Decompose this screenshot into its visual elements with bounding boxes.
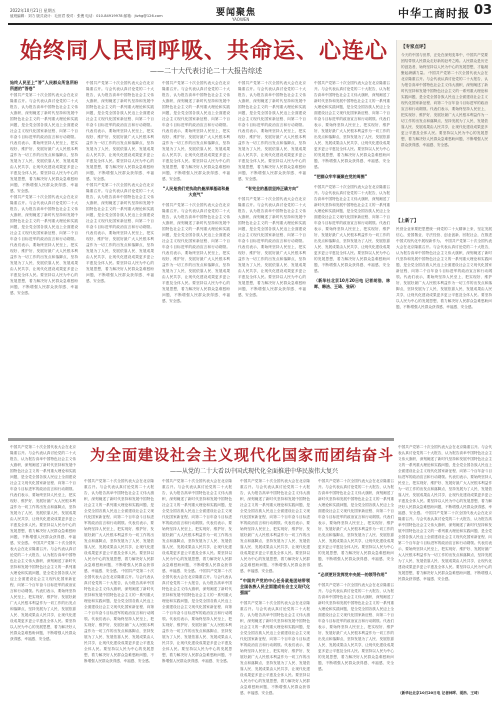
sidebar-text [401, 52, 488, 192]
article2-column-text: 中国共产党第二十次全国代表大会在北京隆重召开。与会代表认真讨论党的二十大报告，认为报告高举中国特色社会主义伟大旗帜，深刻阐述了新时代坚持和发展中国特色社会主义的一系列重大理论和实践问题，是全党全国各族人民迈上全面建设社会主义现代化国家新征程、向第二个百年奋斗目标进军的政治宣言和行动纲领。代表们表示，要始终坚持人民至上，把实现好、维护好、发展好最广大人民根本利益作为一切工作的出发点和落脚点，坚持发展为了人民、发展依靠人民、发展成果由人民共享，让现代化建设成果更多更公平惠及全体人民。要坚持以人民为中心的发展思想，着力解决好人民群众急难愁盼问题，不断增强人民群众获得感、幸福感、安全感。 [162, 569, 232, 663]
paper-name: 中华工商时报 [398, 7, 470, 20]
article2-subtitle-a: “中国共产党的中心任务就是团结带领全国各族人民全面建成社会主义现代化强国” [240, 578, 310, 595]
masthead-rule [8, 23, 492, 25]
article2-column-3 [240, 478, 310, 702]
section-divider [8, 438, 394, 441]
publication-date: 2022年10月21日 星期五 [10, 8, 56, 13]
sidebar-text-body: 中国共产党第二十次全国代表大会在北京隆重召开。与会代表认真讨论党的二十大报告，认为报告高举中国特色社会主义伟大旗帜，深刻阐述了新时代坚持和发展中国特色社会主义的一系列重大理论和实践问题，是全党全国各族人民迈上全面建设社会主义现代化国家新征程、向第二个百年奋斗目标进军的政治宣言和行动纲领。代表们表示，要始终坚持人民至上，把实现好、维护好、发展好最广大人民根本利益作为一切工作的出发点和落脚点，坚持发展为了人民、发展依靠人民、发展成果由人民共享，让现代化建设成果更多更公平惠及全体人民。要坚持以人民为中心的发展思想，着力解决好人民群众急难愁盼问题，不断增强人民群众获得感、幸福感、安全感。 [401, 71, 488, 147]
article2-left-text-more: 中国共产党第二十次全国代表大会在北京隆重召开。与会代表认真讨论党的二十大报告，认为报告高举中国特色社会主义伟大旗帜，深刻阐述了新时代坚持和发展中国特色社会主义的一系列重大理论和实践问题，是全党全国各族人民迈上全面建设社会主义现代化国家新征程、向第二个百年奋斗目标进军的政治宣言和行动纲领。代表们表示，要始终坚持人民至上，把实现好、维护好、发展好最广大人民根本利益作为一切工作的出发点和落脚点，坚持发展为了人民、发展依靠人民、发展成果由人民共享，让现代化建设成果更多更公平惠及全体人民。要坚持以人民为中心的发展思想，着力解决好人民群众急难愁盼问题，不断增强人民群众获得感、幸福感、安全感。 [10, 541, 76, 641]
article1-subhead: ——二十大代表讨论二十大报告综述 [150, 67, 262, 75]
article2-left-column [10, 444, 76, 702]
article2-column-2 [162, 478, 232, 702]
article2-column-1 [84, 478, 154, 702]
article1-column-text: 中国共产党第二十次全国代表大会在北京隆重召开。与会代表认真讨论党的二十大报告，认为报告高举中国特色社会主义伟大旗帜，深刻阐述了新时代坚持和发展中国特色社会主义的一系列重大理论和实践问题，是全党全国各族人民迈上全面建设社会主义现代化国家新征程、向第二个百年奋斗目标进军的政治宣言和行动纲领。代表们表示，要始终坚持人民至上，把实现好、维护好、发展好最广大人民根本利益作为一切工作的出发点和落脚点，坚持发展为了人民、发展依靠人民、发展成果由人民共享，让现代化建设成果更多更公平惠及全体人民。要坚持以人民为中心的发展思想，着力解决好人民群众急难愁盼问题，不断增强人民群众获得感、幸福感、安全感。 [86, 81, 154, 181]
article1-credit: （新华社北京10月20日电 记者胡浩、林晖、韩洁、王琦、张研） [314, 278, 390, 289]
new-release-sidebar [396, 218, 492, 428]
article2-column-text: 中国共产党第二十次全国代表大会在北京隆重召开。与会代表认真讨论党的二十大报告，认为报告高举中国特色社会主义伟大旗帜，深刻阐述了新时代坚持和发展中国特色社会主义的一系列重大理论和实践问题，是全党全国各族人民迈上全面建设社会主义现代化国家新征程、向第二个百年奋斗目标进军的政治宣言和行动纲领。代表们表示，要始终坚持人民至上，把实现好、维护好、发展好最广大人民根本利益作为一切工作的出发点和落脚点，坚持发展为了人民、发展依靠人民、发展成果由人民共享，让现代化建设成果更多更公平惠及全体人民。要坚持以人民为中心的发展思想，着力解决好人民群众急难愁盼问题，不断增强人民群众获得感、幸福感、安全感。 [240, 479, 310, 573]
article1-column-text: 中国共产党第二十次全国代表大会在北京隆重召开。与会代表认真讨论党的二十大报告，认为报告高举中国特色社会主义伟大旗帜，深刻阐述了新时代坚持和发展中国特色社会主义的一系列重大理论和实践问题，是全党全国各族人民迈上全面建设社会主义现代化国家新征程、向第二个百年奋斗目标进军的政治宣言和行动纲领。代表们表示，要始终坚持人民至上，把实现好、维护好、发展好最广大人民根本利益作为一切工作的出发点和落脚点，坚持发展为了人民、发展依靠人民、发展成果由人民共享，让现代化建设成果更多更公平惠及全体人民。要坚持以人民为中心的发展思想，着力解决好人民群众急难愁盼问题，不断增强人民群众获得感、幸福感、安全感。 [238, 81, 306, 181]
article2-column-text: 中国共产党第二十次全国代表大会在北京隆重召开。与会代表认真讨论党的二十大报告，认为报告高举中国特色社会主义伟大旗帜，深刻阐述了新时代坚持和发展中国特色社会主义的一系列重大理论和实践问题，是全党全国各族人民迈上全面建设社会主义现代化国家新征程、向第二个百年奋斗目标进军的政治宣言和行动纲领。代表们表示，要始终坚持人民至上，把实现好、维护好、发展好最广大人民根本利益作为一切工作的出发点和落脚点，坚持发展为了人民、发展依靠人民、发展成果由人民共享，让现代化建设成果更多更公平惠及全体人民。要坚持以人民为中心的发展思想，着力解决好人民群众急难愁盼问题，不断增强人民群众获得感、幸福感、安全感。 [84, 569, 154, 663]
article2-headline: 为全面建设社会主义现代化国家而团结奋斗 [90, 446, 395, 464]
article1-subtitle-b: “人民是我们党执政的最深厚基础和最大底气” [162, 186, 230, 197]
article2-column-text: 中国共产党第二十次全国代表大会在北京隆重召开。与会代表认真讨论党的二十大报告，认为报告高举中国特色社会主义伟大旗帜，深刻阐述了新时代坚持和发展中国特色社会主义的一系列重大理论和实践问题，是全党全国各族人民迈上全面建设社会主义现代化国家新征程、向第二个百年奋斗目标进军的政治宣言和行动纲领。代表们表示，要始终坚持人民至上，把实现好、维护好、发展好最广大人民根本利益作为一切工作的出发点和落脚点，坚持发展为了人民、发展依靠人民、发展成果由人民共享，让现代化建设成果更多更公平惠及全体人民。要坚持以人民为中心的发展思想，着力解决好人民群众急难愁盼问题，不断增强人民群众获得感、幸福感、安全感。 [318, 583, 394, 671]
article2-right-text-more: 中国共产党第二十次全国代表大会在北京隆重召开。与会代表认真讨论党的二十大报告，认为报告高举中国特色社会主义伟大旗帜，深刻阐述了新时代坚持和发展中国特色社会主义的一系列重大理论和实践问题，是全党全国各族人民迈上全面建设社会主义现代化国家新征程、向第二个百年奋斗目标进军的政治宣言和行动纲领。代表们表示，要始终坚持人民至上，把实现好、维护好、发展好最广大人民根本利益作为一切工作的出发点和落脚点，坚持发展为了人民、发展依靠人民、发展成果由人民共享，让现代化建设成果更多更公平惠及全体人民。要坚持以人民为中心的发展思想，着力解决好人民群众急难愁盼问题，不断增强人民群众获得感、幸福感、安全感。 [398, 511, 492, 581]
article2-subtitle-b: “必须更好发挥党中央统一的领导作用” [318, 572, 388, 577]
article1-column-text: 中国共产党第二十次全国代表大会在北京隆重召开。与会代表认真讨论党的二十大报告，认为报告高举中国特色社会主义伟大旗帜，深刻阐述了新时代坚持和发展中国特色社会主义的一系列重大理论和实践问题，是全党全国各族人民迈上全面建设社会主义现代化国家新征程、向第二个百年奋斗目标进军的政治宣言和行动纲领。代表们表示，要始终坚持人民至上，把实现好、维护好、发展好最广大人民根本利益作为一切工作的出发点和落脚点，坚持发展为了人民、发展依靠人民、发展成果由人民共享，让现代化建设成果更多更公平惠及全体人民。要坚持以人民为中心的发展思想，着力解决好人民群众急难愁盼问题，不断增强人民群众获得感、幸福感、安全感。 [10, 93, 78, 193]
article2-column-4 [318, 478, 394, 702]
article2-column-text: 中国共产党第二十次全国代表大会在北京隆重召开。与会代表认真讨论党的二十大报告，认为报告高举中国特色社会主义伟大旗帜，深刻阐述了新时代坚持和发展中国特色社会主义的一系列重大理论和实践问题，是全党全国各族人民迈上全面建设社会主义现代化国家新征程、向第二个百年奋斗目标进军的政治宣言和行动纲领。代表们表示，要始终坚持人民至上，把实现好、维护好、发展好最广大人民根本利益作为一切工作的出发点和落脚点，坚持发展为了人民、发展依靠人民、发展成果由人民共享，让现代化建设成果更多更公平惠及全体人民。要坚持以人民为中心的发展思想，着力解决好人民群众急难愁盼问题，不断增强人民群众获得感、幸福感、安全感。 [162, 479, 232, 573]
article1-column-2 [86, 80, 154, 438]
article2-subhead: ——从党的二十大看以中国式现代化全面推进中华民族伟大复兴 [170, 468, 339, 475]
article1-column-text: 中国共产党第二十次全国代表大会在北京隆重召开。与会代表认真讨论党的二十大报告，认为报告高举中国特色社会主义伟大旗帜，深刻阐述了新时代坚持和发展中国特色社会主义的一系列重大理论和实践问题，是全党全国各族人民迈上全面建设社会主义现代化国家新征程、向第二个百年奋斗目标进军的政治宣言和行动纲领。代表们表示，要始终坚持人民至上，把实现好、维护好、发展好最广大人民根本利益作为一切工作的出发点和落脚点，坚持发展为了人民、发展依靠人民、发展成果由人民共享，让现代化建设成果更多更公平惠及全体人民。要坚持以人民为中心的发展思想，着力解决好人民群众急难愁盼问题，不断增强人民群众获得感、幸福感、安全感。 [162, 81, 230, 181]
article1-column-1 [10, 80, 78, 438]
article1-column-3 [162, 80, 230, 438]
article1-subtitle-c: “有完全的基层坚持正确方向” [245, 186, 299, 191]
article2-credit: （新华社北京10月20日电 记者林晖、胡浩、王琦） [398, 691, 482, 695]
sidebar2-text [396, 226, 492, 426]
article1-column-text: 中国共产党第二十次全国代表大会在北京隆重召开。与会代表认真讨论党的二十大报告，认为报告高举中国特色社会主义伟大旗帜，深刻阐述了新时代坚持和发展中国特色社会主义的一系列重大理论和实践问题，是全党全国各族人民迈上全面建设社会主义现代化国家新征程、向第二个百年奋斗目标进军的政治宣言和行动纲领。代表们表示，要始终坚持人民至上，把实现好、维护好、发展好最广大人民根本利益作为一切工作的出发点和落脚点，坚持发展为了人民、发展依靠人民、发展成果由人民共享，让现代化建设成果更多更公平惠及全体人民。要坚持以人民为中心的发展思想，着力解决好人民群众急难愁盼问题，不断增强人民群众获得感、幸福感、安全感。 [238, 197, 306, 297]
sidebar2-text-content: 民营企业家要把思想统一到党的二十大精神上来，坚定发展信心，爱国敬业、守法经营、创业创新、回报社会，在推进中国式现代化中展现新作为。 [396, 227, 492, 243]
article1-column-text: 中国共产党第二十次全国代表大会在北京隆重召开。与会代表认真讨论党的二十大报告，认为报告高举中国特色社会主义伟大旗帜，深刻阐述了新时代坚持和发展中国特色社会主义的一系列重大理论和实践问题，是全党全国各族人民迈上全面建设社会主义现代化国家新征程、向第二个百年奋斗目标进军的政治宣言和行动纲领。代表们表示，要始终坚持人民至上，把实现好、维护好、发展好最广大人民根本利益作为一切工作的出发点和落脚点，坚持发展为了人民、发展依靠人民、发展成果由人民共享，让现代化建设成果更多更公平惠及全体人民。要坚持以人民为中心的发展思想，着力解决好人民群众急难愁盼问题，不断增强人民群众获得感、幸福感、安全感。 [314, 81, 390, 169]
article2-column-text: 中国共产党第二十次全国代表大会在北京隆重召开。与会代表认真讨论党的二十大报告，认为报告高举中国特色社会主义伟大旗帜，深刻阐述了新时代坚持和发展中国特色社会主义的一系列重大理论和实践问题，是全党全国各族人民迈上全面建设社会主义现代化国家新征程、向第二个百年奋斗目标进军的政治宣言和行动纲领。代表们表示，要始终坚持人民至上，把实现好、维护好、发展好最广大人民根本利益作为一切工作的出发点和落脚点，坚持发展为了人民、发展依靠人民、发展成果由人民共享，让现代化建设成果更多更公平惠及全体人民。要坚持以人民为中心的发展思想，着力解决好人民群众急难愁盼问题，不断增强人民群众获得感、幸福感、安全感。 [318, 479, 394, 567]
article1-column-5 [314, 80, 390, 438]
sidebar2-title: 【上新了】 [396, 219, 419, 224]
sidebar-text-content: 今天的中国与世界，正处在深刻变革中，中国共产党要团结带领人民群众走好新的赶考之路。人民群众是历史的创造者，始终坚持以人民为中心的发展思想，才能凝聚起磅礴力量。 [401, 53, 488, 75]
editor-info: 值班编辑：刘力 版式设计：毛世君 校对：张俊 电话：010-84919978 邮箱：jtzhg@126.com [10, 14, 163, 18]
article1-column-4 [238, 80, 306, 438]
section-pinyin: YAOWEN [232, 17, 250, 22]
sidebar2-text-body: 中国共产党第二十次全国代表大会在北京隆重召开。与会代表认真讨论党的二十大报告，认为报告高举中国特色社会主义伟大旗帜，深刻阐述了新时代坚持和发展中国特色社会主义的一系列重大理论和实践问题，是全党全国各族人民迈上全面建设社会主义现代化国家新征程、向第二个百年奋斗目标进军的政治宣言和行动纲领。代表们表示，要始终坚持人民至上，把实现好、维护好、发展好最广大人民根本利益作为一切工作的出发点和落脚点，坚持发展为了人民、发展依靠人民、发展成果由人民共享，让现代化建设成果更多更公平惠及全体人民。要坚持以人民为中心的发展思想，着力解决好人民群众急难愁盼问题，不断增强人民群众获得感、幸福感、安全感。 [396, 239, 492, 309]
sidebar-title: 【专家点评】 [401, 45, 428, 50]
section-name: 要闻聚焦 [216, 8, 257, 18]
article2-body [84, 478, 394, 702]
article2-right-text: 中国共产党第二十次全国代表大会在北京隆重召开。与会代表认真讨论党的二十大报告，认为报告高举中国特色社会主义伟大旗帜，深刻阐述了新时代坚持和发展中国特色社会主义的一系列重大理论和实践问题，是全党全国各族人民迈上全面建设社会主义现代化国家新征程、向第二个百年奋斗目标进军的政治宣言和行动纲领。代表们表示，要始终坚持人民至上，把实现好、维护好、发展好最广大人民根本利益作为一切工作的出发点和落脚点，坚持发展为了人民、发展依靠人民、发展成果由人民共享，让现代化建设成果更多更公平惠及全体人民。要坚持以人民为中心的发展思想，着力解决好人民群众急难愁盼问题，不断增强人民群众获得感、幸福感、安全感。 [398, 445, 492, 515]
article1-body [10, 80, 392, 438]
article1-column-text: 中国共产党第二十次全国代表大会在北京隆重召开。与会代表认真讨论党的二十大报告，认为报告高举中国特色社会主义伟大旗帜，深刻阐述了新时代坚持和发展中国特色社会主义的一系列重大理论和实践问题，是全党全国各族人民迈上全面建设社会主义现代化国家新征程、向第二个百年奋斗目标进军的政治宣言和行动纲领。代表们表示，要始终坚持人民至上，把实现好、维护好、发展好最广大人民根本利益作为一切工作的出发点和落脚点，坚持发展为了人民、发展依靠人民、发展成果由人民共享，让现代化建设成果更多更公平惠及全体人民。要坚持以人民为中心的发展思想，着力解决好人民群众急难愁盼问题，不断增强人民群众获得感、幸福感、安全感。 [162, 203, 230, 303]
article1-subtitle-a: 始终人民至上“答”人民群众所急所盼所愿的“答卷” [10, 80, 78, 91]
page-number: 03 [474, 3, 493, 18]
expert-comment-sidebar [396, 40, 492, 202]
article1-column-text: 中国共产党第二十次全国代表大会在北京隆重召开。与会代表认真讨论党的二十大报告，认为报告高举中国特色社会主义伟大旗帜，深刻阐述了新时代坚持和发展中国特色社会主义的一系列重大理论和实践问题，是全党全国各族人民迈上全面建设社会主义现代化国家新征程、向第二个百年奋斗目标进军的政治宣言和行动纲领。代表们表示，要始终坚持人民至上，把实现好、维护好、发展好最广大人民根本利益作为一切工作的出发点和落脚点，坚持发展为了人民、发展依靠人民、发展成果由人民共享，让现代化建设成果更多更公平惠及全体人民。要坚持以人民为中心的发展思想，着力解决好人民群众急难愁盼问题，不断增强人民群众获得感、幸福感、安全感。 [86, 183, 154, 283]
article2-column-text: 中国共产党第二十次全国代表大会在北京隆重召开。与会代表认真讨论党的二十大报告，认为报告高举中国特色社会主义伟大旗帜，深刻阐述了新时代坚持和发展中国特色社会主义的一系列重大理论和实践问题，是全党全国各族人民迈上全面建设社会主义现代化国家新征程、向第二个百年奋斗目标进军的政治宣言和行动纲领。代表们表示，要始终坚持人民至上，把实现好、维护好、发展好最广大人民根本利益作为一切工作的出发点和落脚点，坚持发展为了人民、发展依靠人民、发展成果由人民共享，让现代化建设成果更多更公平惠及全体人民。要坚持以人民为中心的发展思想，着力解决好人民群众急难愁盼问题，不断增强人民群众获得感、幸福感、安全感。 [240, 601, 310, 695]
article1-subtitle-d: “把群众牢牢凝聚在党的周围” [314, 174, 368, 179]
article2-column-text: 中国共产党第二十次全国代表大会在北京隆重召开。与会代表认真讨论党的二十大报告，认为报告高举中国特色社会主义伟大旗帜，深刻阐述了新时代坚持和发展中国特色社会主义的一系列重大理论和实践问题，是全党全国各族人民迈上全面建设社会主义现代化国家新征程、向第二个百年奋斗目标进军的政治宣言和行动纲领。代表们表示，要始终坚持人民至上，把实现好、维护好、发展好最广大人民根本利益作为一切工作的出发点和落脚点，坚持发展为了人民、发展依靠人民、发展成果由人民共享，让现代化建设成果更多更公平惠及全体人民。要坚持以人民为中心的发展思想，着力解决好人民群众急难愁盼问题，不断增强人民群众获得感、幸福感、安全感。 [84, 479, 154, 573]
article1-headline: 始终同人民同呼吸、共命运、心连心 [20, 38, 389, 64]
article2-left-text: 中国共产党第二十次全国代表大会在北京隆重召开。与会代表认真讨论党的二十大报告，认为报告高举中国特色社会主义伟大旗帜，深刻阐述了新时代坚持和发展中国特色社会主义的一系列重大理论和实践问题，是全党全国各族人民迈上全面建设社会主义现代化国家新征程、向第二个百年奋斗目标进军的政治宣言和行动纲领。代表们表示，要始终坚持人民至上，把实现好、维护好、发展好最广大人民根本利益作为一切工作的出发点和落脚点，坚持发展为了人民、发展依靠人民、发展成果由人民共享，让现代化建设成果更多更公平惠及全体人民。要坚持以人民为中心的发展思想，着力解决好人民群众急难愁盼问题，不断增强人民群众获得感、幸福感、安全感。 [10, 445, 76, 545]
article1-column-text: 中国共产党第二十次全国代表大会在北京隆重召开。与会代表认真讨论党的二十大报告，认为报告高举中国特色社会主义伟大旗帜，深刻阐述了新时代坚持和发展中国特色社会主义的一系列重大理论和实践问题，是全党全国各族人民迈上全面建设社会主义现代化国家新征程、向第二个百年奋斗目标进军的政治宣言和行动纲领。代表们表示，要始终坚持人民至上，把实现好、维护好、发展好最广大人民根本利益作为一切工作的出发点和落脚点，坚持发展为了人民、发展依靠人民、发展成果由人民共享，让现代化建设成果更多更公平惠及全体人民。要坚持以人民为中心的发展思想，着力解决好人民群众急难愁盼问题，不断增强人民群众获得感、幸福感、安全感。 [314, 185, 390, 273]
article2-right-column [398, 444, 492, 688]
article1-column-text: 中国共产党第二十次全国代表大会在北京隆重召开。与会代表认真讨论党的二十大报告，认为报告高举中国特色社会主义伟大旗帜，深刻阐述了新时代坚持和发展中国特色社会主义的一系列重大理论和实践问题，是全党全国各族人民迈上全面建设社会主义现代化国家新征程、向第二个百年奋斗目标进军的政治宣言和行动纲领。代表们表示，要始终坚持人民至上，把实现好、维护好、发展好最广大人民根本利益作为一切工作的出发点和落脚点，坚持发展为了人民、发展依靠人民、发展成果由人民共享，让现代化建设成果更多更公平惠及全体人民。要坚持以人民为中心的发展思想，着力解决好人民群众急难愁盼问题，不断增强人民群众获得感、幸福感、安全感。 [10, 195, 78, 295]
